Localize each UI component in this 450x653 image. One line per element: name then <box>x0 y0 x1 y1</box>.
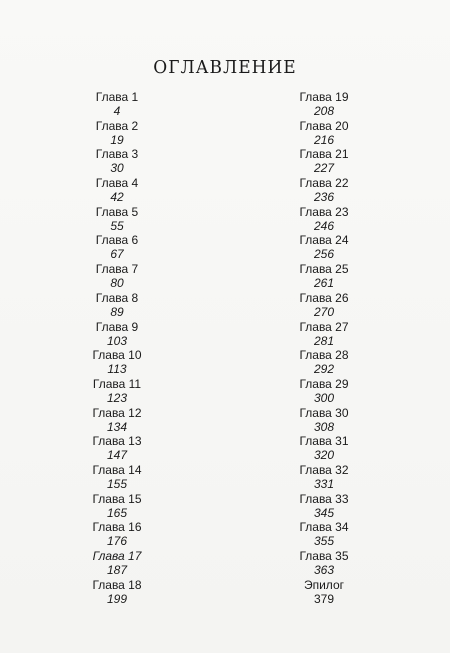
chapter-label: Глава 2 <box>95 118 139 133</box>
toc-entry <box>72 147 162 176</box>
chapter-label: Глава 8 <box>95 290 139 305</box>
toc-entry <box>279 176 369 205</box>
toc-entry <box>72 90 162 119</box>
page-number: 227 <box>313 161 335 176</box>
page-number: 261 <box>313 276 335 291</box>
toc-entry <box>279 549 369 578</box>
toc-entry <box>279 205 369 234</box>
page-number: 155 <box>106 476 128 491</box>
page-number: 199 <box>106 591 128 606</box>
page-number: 208 <box>313 104 335 118</box>
page-number: 308 <box>313 419 335 434</box>
page-number: 123 <box>106 390 128 405</box>
toc-entry <box>72 578 162 607</box>
chapter-label: Глава 21 <box>299 147 349 162</box>
page-number: 80 <box>110 276 124 291</box>
chapter-label: Глава 14 <box>92 462 142 477</box>
page-number: 270 <box>313 304 335 319</box>
page-number: 103 <box>106 333 128 348</box>
toc-entry <box>72 205 162 234</box>
toc-column-left <box>72 90 162 606</box>
page-number: 300 <box>313 390 335 405</box>
toc-entry <box>72 434 162 463</box>
toc-entry <box>279 233 369 262</box>
chapter-label: Глава 34 <box>299 520 349 535</box>
toc-entry <box>72 291 162 320</box>
toc-entry <box>279 320 369 349</box>
toc-entry <box>279 492 369 521</box>
toc-entry <box>72 406 162 435</box>
chapter-label: Глава 12 <box>92 405 142 420</box>
chapter-label: Глава 22 <box>299 176 349 191</box>
page-number: 331 <box>313 476 335 491</box>
chapter-label: Глава 15 <box>92 491 142 506</box>
toc-entry <box>279 406 369 435</box>
page-number: 320 <box>313 448 335 463</box>
toc-entry <box>279 434 369 463</box>
chapter-label: Глава 10 <box>92 348 142 363</box>
page-number: 345 <box>313 505 335 520</box>
toc-entry <box>72 233 162 262</box>
toc-entry <box>72 463 162 492</box>
chapter-label: Глава 30 <box>299 405 349 420</box>
toc-entry <box>72 320 162 349</box>
chapter-label: Глава 20 <box>299 118 349 133</box>
toc-entry <box>279 463 369 492</box>
toc-entry <box>72 262 162 291</box>
page-number: 113 <box>107 362 127 377</box>
chapter-label: Глава 35 <box>299 549 349 563</box>
toc-entry <box>279 520 369 549</box>
toc-entry <box>279 348 369 377</box>
chapter-label: Глава 3 <box>95 147 139 162</box>
chapter-label: Глава 23 <box>299 204 349 219</box>
chapter-label: Глава 17 <box>92 549 142 563</box>
toc-entry <box>72 377 162 406</box>
toc-entry <box>72 348 162 377</box>
chapter-label: Глава 27 <box>299 319 349 334</box>
page-number: 134 <box>106 419 128 434</box>
chapter-label: Глава 26 <box>299 290 349 305</box>
page-number: 176 <box>106 534 128 549</box>
page-number: 42 <box>110 190 124 205</box>
chapter-label: Глава 11 <box>92 376 142 391</box>
chapter-label: Глава 6 <box>95 233 139 248</box>
page-number: 256 <box>313 247 335 262</box>
toc-entry <box>72 176 162 205</box>
chapter-label: Глава 1 <box>95 90 139 104</box>
chapter-label: Глава 33 <box>299 491 349 506</box>
toc-entry <box>279 90 369 119</box>
chapter-label: Глава 9 <box>95 319 139 334</box>
chapter-label: Глава 31 <box>299 434 349 449</box>
page-number: 4 <box>113 104 121 118</box>
chapter-label: Глава 13 <box>92 434 142 449</box>
chapter-label: Глава 28 <box>299 348 349 363</box>
page-number: 89 <box>110 304 124 319</box>
page-number: 165 <box>106 505 128 520</box>
chapter-label: Глава 16 <box>92 520 142 535</box>
page-number: 363 <box>313 563 335 577</box>
toc-entry <box>72 549 162 578</box>
page-number: 355 <box>313 534 335 549</box>
chapter-label: Эпилог <box>303 577 344 592</box>
page-number: 281 <box>313 333 335 348</box>
page-number: 147 <box>106 448 128 463</box>
chapter-label: Глава 7 <box>95 262 139 277</box>
page-number: 19 <box>110 132 124 147</box>
chapter-label: Глава 24 <box>299 233 349 248</box>
toc-entry <box>279 291 369 320</box>
page-number: 187 <box>106 563 128 577</box>
toc-entry <box>72 520 162 549</box>
page-number: 216 <box>313 132 335 147</box>
page-number: 236 <box>313 190 335 205</box>
chapter-label: Глава 18 <box>92 577 142 592</box>
toc-entry <box>279 578 369 607</box>
page-number: 379 <box>313 591 335 606</box>
toc-entry <box>72 492 162 521</box>
page-title: ОГЛАВЛЕНИЕ <box>153 57 297 79</box>
toc-entry <box>72 119 162 148</box>
page-number: 55 <box>110 218 124 233</box>
toc-entry <box>279 262 369 291</box>
chapter-label: Глава 5 <box>95 204 139 219</box>
chapter-label: Глава 32 <box>299 462 349 477</box>
toc-column-right <box>279 90 369 606</box>
chapter-label: Глава 4 <box>95 176 139 191</box>
page-number: 67 <box>110 247 124 262</box>
toc-entry <box>279 119 369 148</box>
toc-entry <box>279 377 369 406</box>
page-number: 292 <box>313 362 335 377</box>
page-number: 246 <box>313 218 335 233</box>
toc-entry <box>279 147 369 176</box>
chapter-label: Глава 29 <box>299 376 349 391</box>
chapter-label: Глава 19 <box>299 90 349 104</box>
page-number: 30 <box>110 161 124 176</box>
chapter-label: Глава 25 <box>299 262 349 277</box>
